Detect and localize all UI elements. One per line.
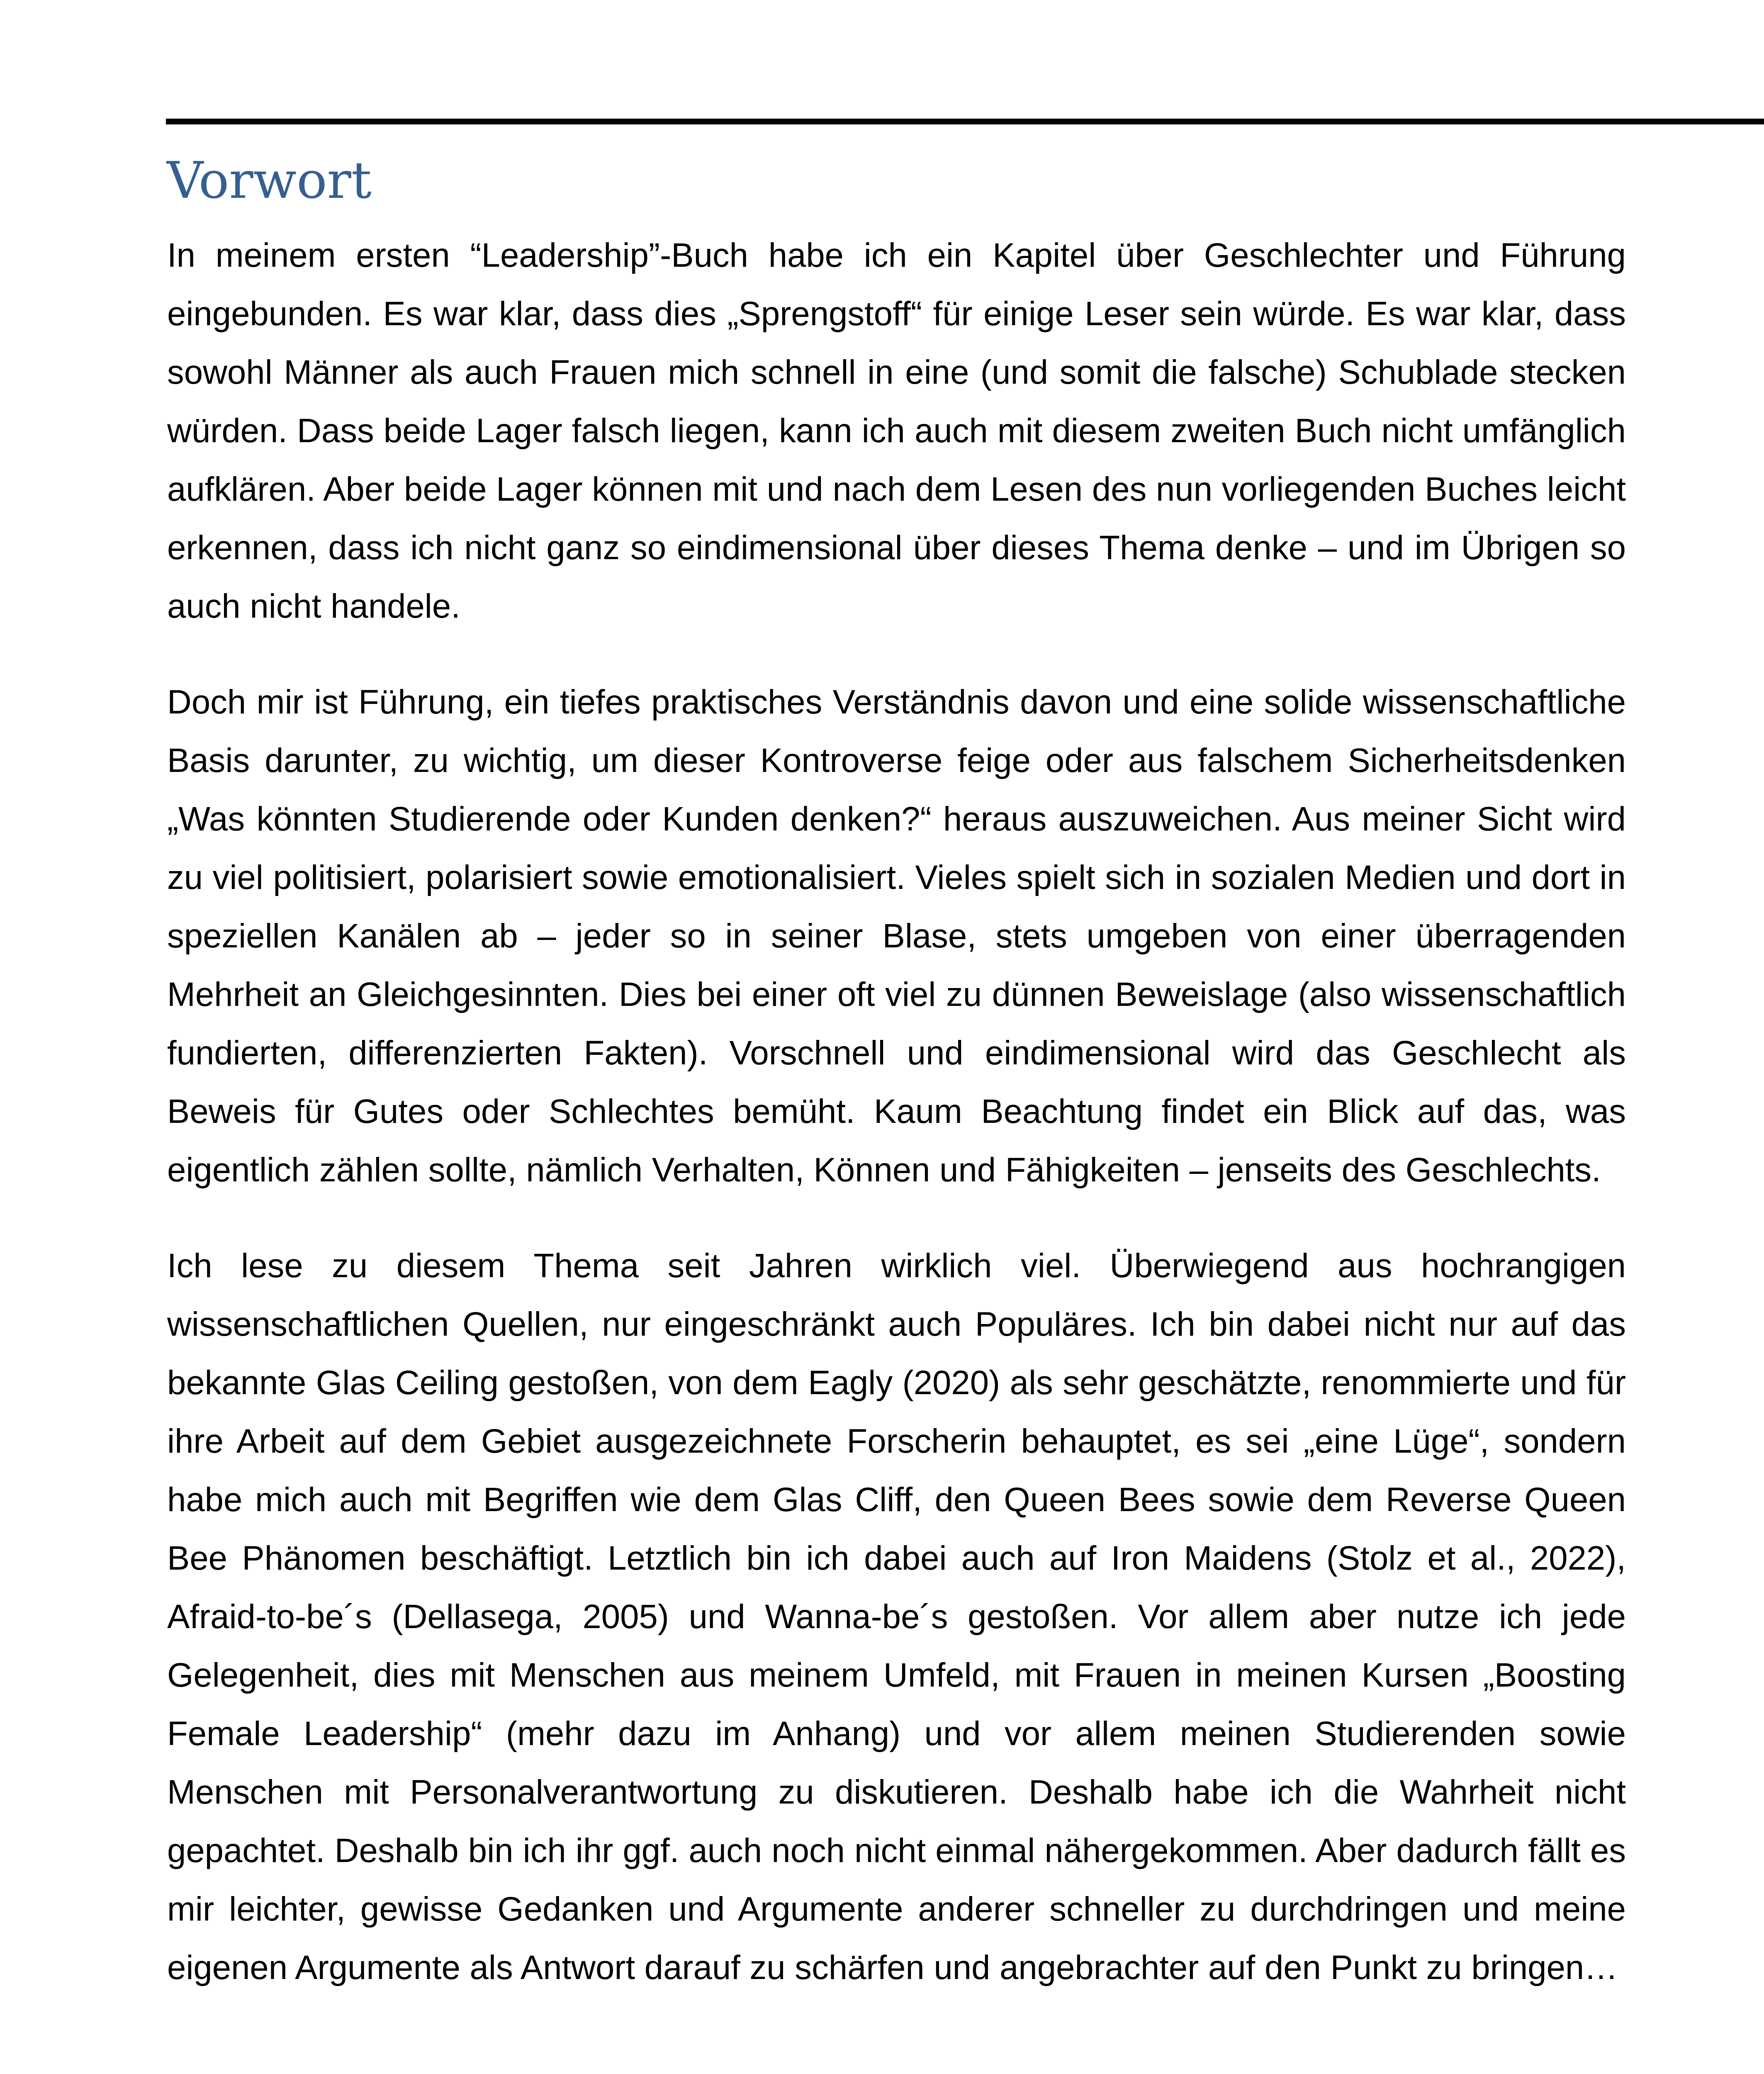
chapter-heading: Vorwort bbox=[167, 151, 372, 210]
paragraph-2: Doch mir ist Führung, ein tiefes praktisches Verständnis davon und eine solide wissenschaftliche Basis darunter, zu wichtig, um dieser Kontroverse feige oder aus falschem Sicherheitsdenken „Was könnten Studierende oder Kunden denken?“ heraus auszuweichen. Aus meiner Sicht wird zu viel politisiert, polarisiert sowie emotionalisiert. Vieles spielt sich in sozialen Medien und dort in speziellen Kanälen ab – jeder so in seiner Blase, stets umgeben von einer überragenden Mehrheit an Gleichgesinnten. Dies bei einer oft viel zu dünnen Beweislage (also wissenschaftlich fundierten, differenzierten Fakten). Vorschnell und eindimensional wird das Geschlecht als Beweis für Gutes oder Schlechtes bemüht. Kaum Beachtung findet ein Blick auf das, was eigentlich zählen sollte, nämlich Verhalten, Können und Fähigkeiten – jenseits des Geschlechts. bbox=[167, 683, 1626, 1189]
header-rule bbox=[166, 119, 1764, 124]
body-text bbox=[167, 226, 1626, 1997]
paragraph-1: In meinem ersten “Leadership”-Buch habe ich ein Kapitel über Geschlechter und Führung eingebunden. Es war klar, dass dies „Sprengstoff“ für einige Leser sein würde. Es war klar, dass sowohl Männer als auch Frauen mich schnell in eine (und somit die falsche) Schublade stecken würden. Dass beide Lager falsch liegen, kann ich auch mit diesem zweiten Buch nicht umfänglich aufklären. Aber beide Lager können mit und nach dem Lesen des nun vorliegenden Buches leicht erkennen, dass ich nicht ganz so eindimensional über dieses Thema denke – und im Übrigen so auch nicht handele. bbox=[167, 236, 1626, 625]
paragraph-3: Ich lese zu diesem Thema seit Jahren wirklich viel. Überwiegend aus hochrangigen wissenschaftlichen Quellen, nur eingeschränkt auch Populäres. Ich bin dabei nicht nur auf das bekannte Glas Ceiling gestoßen, von dem Eagly (2020) als sehr geschätzte, renommierte und für ihre Arbeit auf dem Gebiet ausgezeichnete Forscherin behauptet, es sei „eine Lüge“, sondern habe mich auch mit Begriffen wie dem Glas Cliff, den Queen Bees sowie dem Reverse Queen Bee Phänomen beschäftigt. Letztlich bin ich dabei auch auf Iron Maidens (Stolz et al., 2022), Afraid-to-be´s (Dellasega, 2005) und Wanna-be´s gestoßen. Vor allem aber nutze ich jede Gelegenheit, dies mit Menschen aus meinem Umfeld, mit Frauen in meinen Kursen „Boosting Female Leadership“ (mehr dazu im Anhang) und vor allem meinen Studierenden sowie Menschen mit Personalverantwortung zu diskutieren. Deshalb habe ich die Wahrheit nicht gepachtet. Deshalb bin ich ihr ggf. auch noch nicht einmal nähergekommen. Aber dadurch fällt es mir leichter, gewisse Gedanken und Argumente anderer schneller zu durchdringen und meine eigenen Argumente als Antwort darauf zu schärfen und angebrachter auf den Punkt zu bringen… bbox=[167, 1247, 1626, 1986]
